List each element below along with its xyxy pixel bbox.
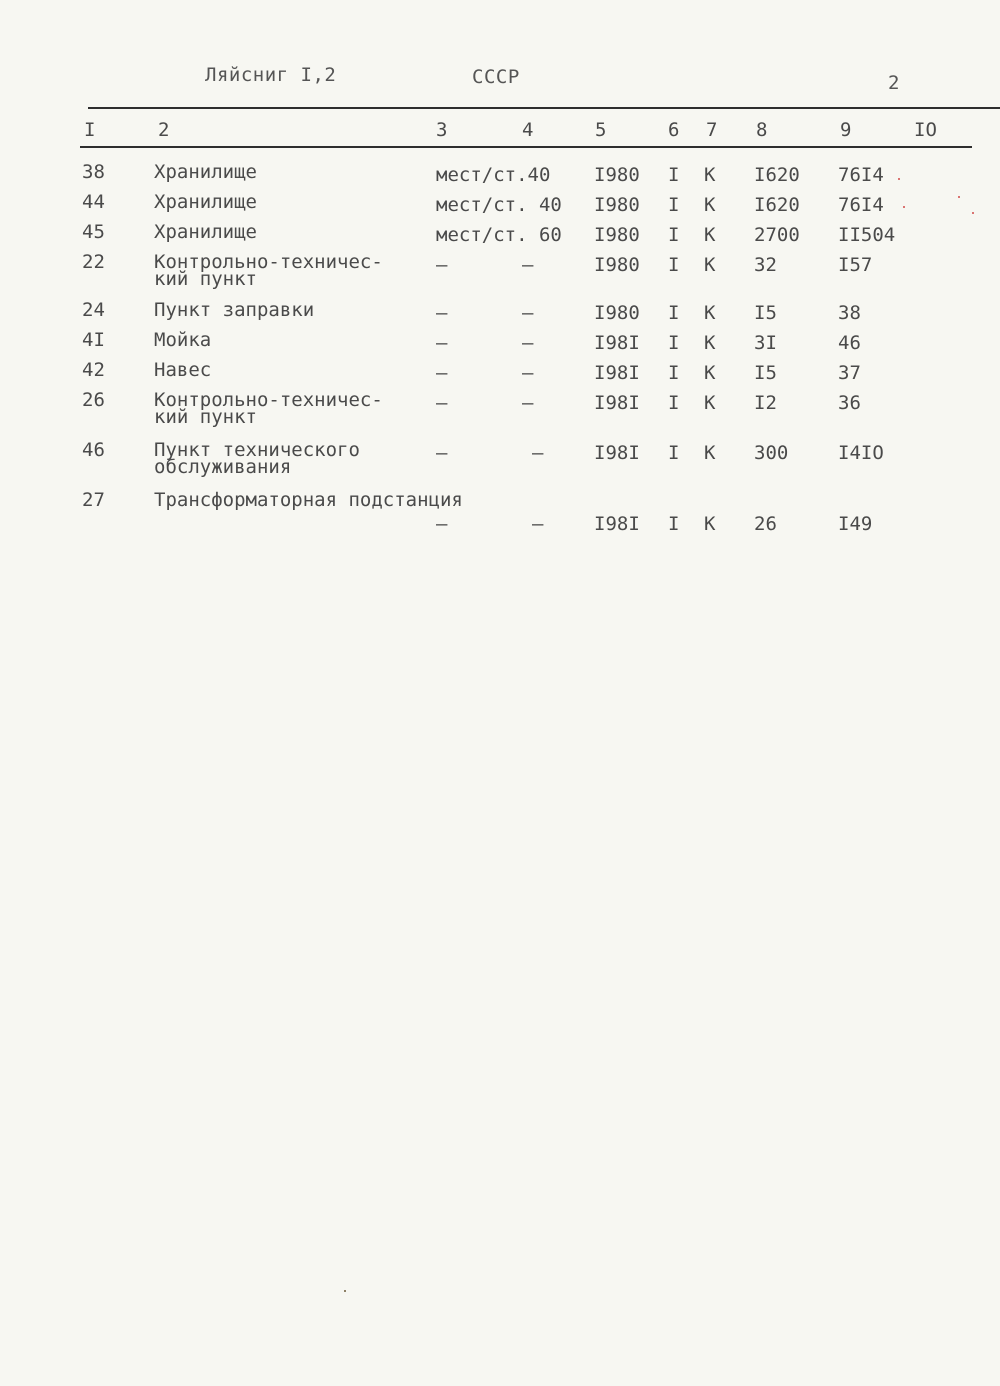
row-year: I980 — [594, 254, 640, 276]
row-name: кий пункт — [154, 406, 257, 428]
row-number: 24 — [82, 299, 105, 321]
row-col8: 32 — [754, 254, 777, 276]
row-col4: – — [522, 332, 534, 354]
top-rule — [88, 107, 1000, 109]
row-number: 44 — [82, 191, 105, 213]
row-number: 45 — [82, 221, 105, 243]
row-col9: 76I4 — [838, 164, 884, 186]
row-col7: К — [704, 392, 716, 414]
ink-speck — [344, 1290, 346, 1292]
row-col7: К — [704, 302, 716, 324]
ink-speck — [903, 206, 905, 208]
row-year: I98I — [594, 392, 640, 414]
row-number: 27 — [82, 489, 105, 511]
row-col3: – — [436, 362, 448, 384]
row-name: кий пункт — [154, 268, 257, 290]
row-number: 42 — [82, 359, 105, 381]
row-col8: I5 — [754, 362, 777, 384]
row-year: I98I — [594, 332, 640, 354]
row-col9: 76I4 — [838, 194, 884, 216]
row-col6: I — [668, 332, 680, 354]
row-col9: I4IO — [838, 442, 884, 464]
row-number: 38 — [82, 161, 105, 183]
column-header: 9 — [840, 119, 852, 141]
row-col4: – — [522, 302, 534, 324]
row-col6: I — [668, 224, 680, 246]
row-col8: I2 — [754, 392, 777, 414]
row-col7: К — [704, 513, 716, 535]
row-col4: – — [522, 392, 534, 414]
row-number: 22 — [82, 251, 105, 273]
row-col3: – — [436, 392, 448, 414]
ink-speck — [958, 196, 960, 198]
column-header: 5 — [595, 119, 607, 141]
row-col3: – — [436, 442, 448, 464]
column-header: 6 — [668, 119, 680, 141]
row-year: I980 — [594, 164, 640, 186]
row-col7: К — [704, 164, 716, 186]
row-col6: I — [668, 254, 680, 276]
row-col3: – — [436, 332, 448, 354]
row-number: 26 — [82, 389, 105, 411]
row-col9: I49 — [838, 513, 873, 535]
row-col7: К — [704, 194, 716, 216]
row-year: I98I — [594, 362, 640, 384]
row-col9: 37 — [838, 362, 861, 384]
row-name: Контрольно-техничес- — [154, 389, 383, 411]
column-header-rule — [80, 146, 972, 148]
row-year: I980 — [594, 302, 640, 324]
row-year: I980 — [594, 194, 640, 216]
row-col3: – — [436, 513, 448, 535]
row-name: Хранилище — [154, 191, 257, 213]
row-col4: – — [522, 254, 534, 276]
row-col4: – — [532, 513, 544, 535]
row-year: I98I — [594, 442, 640, 464]
row-col3: – — [436, 302, 448, 324]
row-col3: мест/ст. 40 — [436, 194, 562, 216]
row-col8: I620 — [754, 194, 800, 216]
row-col6: I — [668, 362, 680, 384]
row-col9: 38 — [838, 302, 861, 324]
ink-speck — [898, 178, 900, 180]
row-col7: К — [704, 332, 716, 354]
column-header: 8 — [756, 119, 768, 141]
row-col6: I — [668, 302, 680, 324]
row-col6: I — [668, 194, 680, 216]
row-number: 4I — [82, 329, 105, 351]
row-col8: I5 — [754, 302, 777, 324]
column-header: IO — [914, 119, 937, 141]
row-name: Хранилище — [154, 221, 257, 243]
row-col8: 26 — [754, 513, 777, 535]
row-name: Трансформаторная подстанция — [154, 489, 463, 511]
column-header: 4 — [522, 119, 534, 141]
row-number: 46 — [82, 439, 105, 461]
row-col9: 36 — [838, 392, 861, 414]
row-col8: 300 — [754, 442, 789, 464]
row-year: I98I — [594, 513, 640, 535]
row-col6: I — [668, 442, 680, 464]
row-name: Навес — [154, 359, 212, 381]
row-col8: 2700 — [754, 224, 800, 246]
location-header: Ляйсниг I,2 — [205, 64, 337, 86]
column-header: 7 — [706, 119, 718, 141]
row-col7: К — [704, 362, 716, 384]
row-name: Хранилище — [154, 161, 257, 183]
row-col6: I — [668, 513, 680, 535]
row-col3: мест/ст. 60 — [436, 224, 562, 246]
row-name: обслуживания — [154, 456, 292, 478]
row-col9: 46 — [838, 332, 861, 354]
ink-speck — [972, 212, 974, 214]
row-name: Пункт заправки — [154, 299, 315, 321]
country-header: СССР — [472, 66, 520, 88]
row-col3: мест/ст.40 — [436, 164, 551, 186]
row-name: Контрольно-техничес- — [154, 251, 383, 273]
row-col6: I — [668, 164, 680, 186]
row-col8: I620 — [754, 164, 800, 186]
page-number: 2 — [888, 72, 900, 94]
row-col7: К — [704, 442, 716, 464]
row-col8: 3I — [754, 332, 777, 354]
row-col6: I — [668, 392, 680, 414]
column-header: 3 — [436, 119, 448, 141]
row-year: I980 — [594, 224, 640, 246]
row-col4: – — [532, 442, 544, 464]
row-col9: II504 — [838, 224, 896, 246]
row-col7: К — [704, 254, 716, 276]
row-col4: – — [522, 362, 534, 384]
column-header: I — [84, 119, 96, 141]
row-col3: – — [436, 254, 448, 276]
row-col7: К — [704, 224, 716, 246]
row-name: Мойка — [154, 329, 212, 351]
row-col9: I57 — [838, 254, 873, 276]
column-header: 2 — [158, 119, 170, 141]
row-name: Пункт технического — [154, 439, 360, 461]
